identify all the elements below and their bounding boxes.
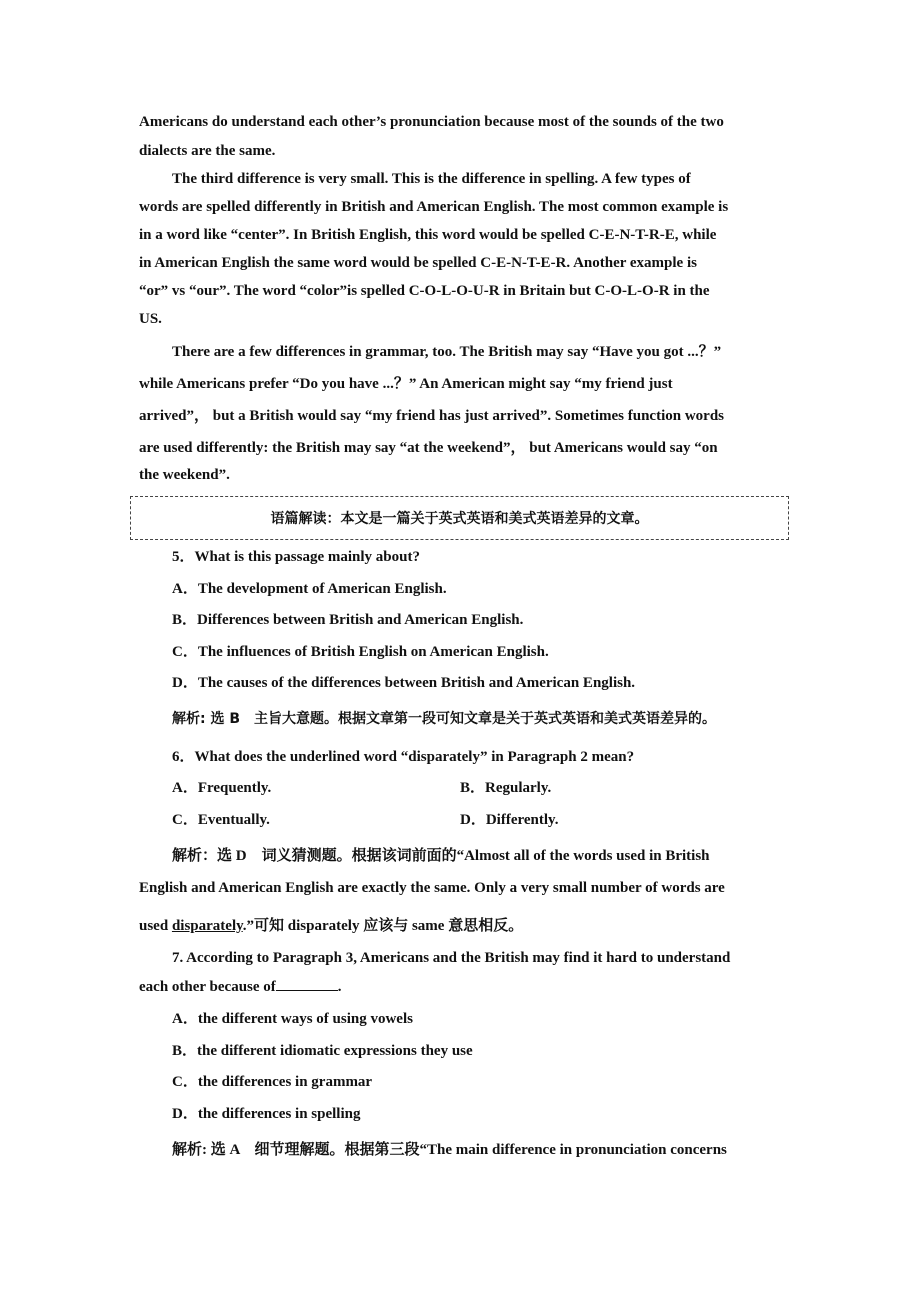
- q7-analysis: 解析: 选 A 细节理解题。根据第三段“The main difference in pronunciation concerns: [172, 1142, 727, 1158]
- q6-analysis-line: 解析：选 D 词义猜测题。根据该词前面的“Almost all of the words used in British: [172, 848, 710, 864]
- passage-line: the weekend”.: [139, 467, 230, 483]
- q6-analysis-pre: used: [139, 918, 172, 934]
- q7-option-d: D．the differences in spelling: [172, 1106, 361, 1122]
- passage-line: “or” vs “our”. The word “color”is spelled C-O-L-O-U-R in Britain but C-O-L-O-R in the: [139, 283, 710, 299]
- question-6-stem: 6．What does the underlined word “disparately” in Paragraph 2 mean?: [172, 749, 635, 765]
- q6-option-d: D．Differently.: [460, 812, 559, 828]
- q7-stem-post: .: [337, 979, 342, 995]
- passage-line: while Americans prefer “Do you have ...？” An American might say “my friend just: [139, 376, 673, 392]
- summary-box: 语篇解读：本文是一篇关于英式英语和美式英语差异的文章。: [130, 496, 789, 540]
- passage-line: arrived”， but a British would say “my friend has just arrived”. Sometimes function words: [139, 408, 725, 424]
- q6-analysis-line: English and American English are exactly the same. Only a very small number of words are: [139, 880, 725, 896]
- passage-line: words are spelled differently in British and American English. The most common example is: [139, 199, 729, 215]
- passage-line: US.: [139, 311, 162, 327]
- passage-line: The third difference is very small. This is the difference in spelling. A few types of: [172, 171, 691, 187]
- q6-analysis-post: .”可知 disparately 应该与 same 意思相反。: [242, 918, 524, 934]
- question-7-stem: 7. According to Paragraph 3, Americans and the British may find it hard to understand: [172, 950, 731, 966]
- q6-option-b: B．Regularly.: [460, 780, 552, 796]
- passage-line: Americans do understand each other’s pronunciation because most of the sounds of the two: [139, 114, 724, 130]
- passage-line: dialects are the same.: [139, 143, 276, 159]
- question-7-stem-line2: [139, 978, 342, 996]
- q5-option-c: C．The influences of British English on American English.: [172, 644, 549, 660]
- passage-line: in American English the same word would be spelled C-E-N-T-E-R. Another example is: [139, 255, 697, 271]
- q7-option-a: A．the different ways of using vowels: [172, 1011, 413, 1027]
- q5-analysis: 解析: 选 B 主旨大意题。根据文章第一段可知文章是关于英式英语和美式英语差异的。: [172, 711, 717, 727]
- passage-line: in a word like “center”. In British English, this word would be spelled C-E-N-T-R-E, while: [139, 227, 717, 243]
- q7-option-b: B．the different idiomatic expressions they use: [172, 1043, 473, 1059]
- q6-option-a: A．Frequently.: [172, 780, 272, 796]
- passage-line: are used differently: the British may say “at the weekend”， but Americans would say “on: [139, 440, 718, 456]
- q6-option-c: C．Eventually.: [172, 812, 270, 828]
- q7-option-c: C．the differences in grammar: [172, 1074, 373, 1090]
- q6-analysis-line: [139, 914, 523, 935]
- q5-option-b: B．Differences between British and American English.: [172, 612, 524, 628]
- q7-stem-pre: each other because of: [139, 979, 276, 995]
- underlined-word: disparately: [171, 918, 243, 934]
- answer-blank: [276, 978, 338, 991]
- q5-option-d: D．The causes of the differences between British and American English.: [172, 675, 636, 691]
- question-5-stem: 5．What is this passage mainly about?: [172, 549, 420, 565]
- q5-option-a: A．The development of American English.: [172, 581, 447, 597]
- passage-line: There are a few differences in grammar, too. The British may say “Have you got ...？”: [172, 344, 722, 360]
